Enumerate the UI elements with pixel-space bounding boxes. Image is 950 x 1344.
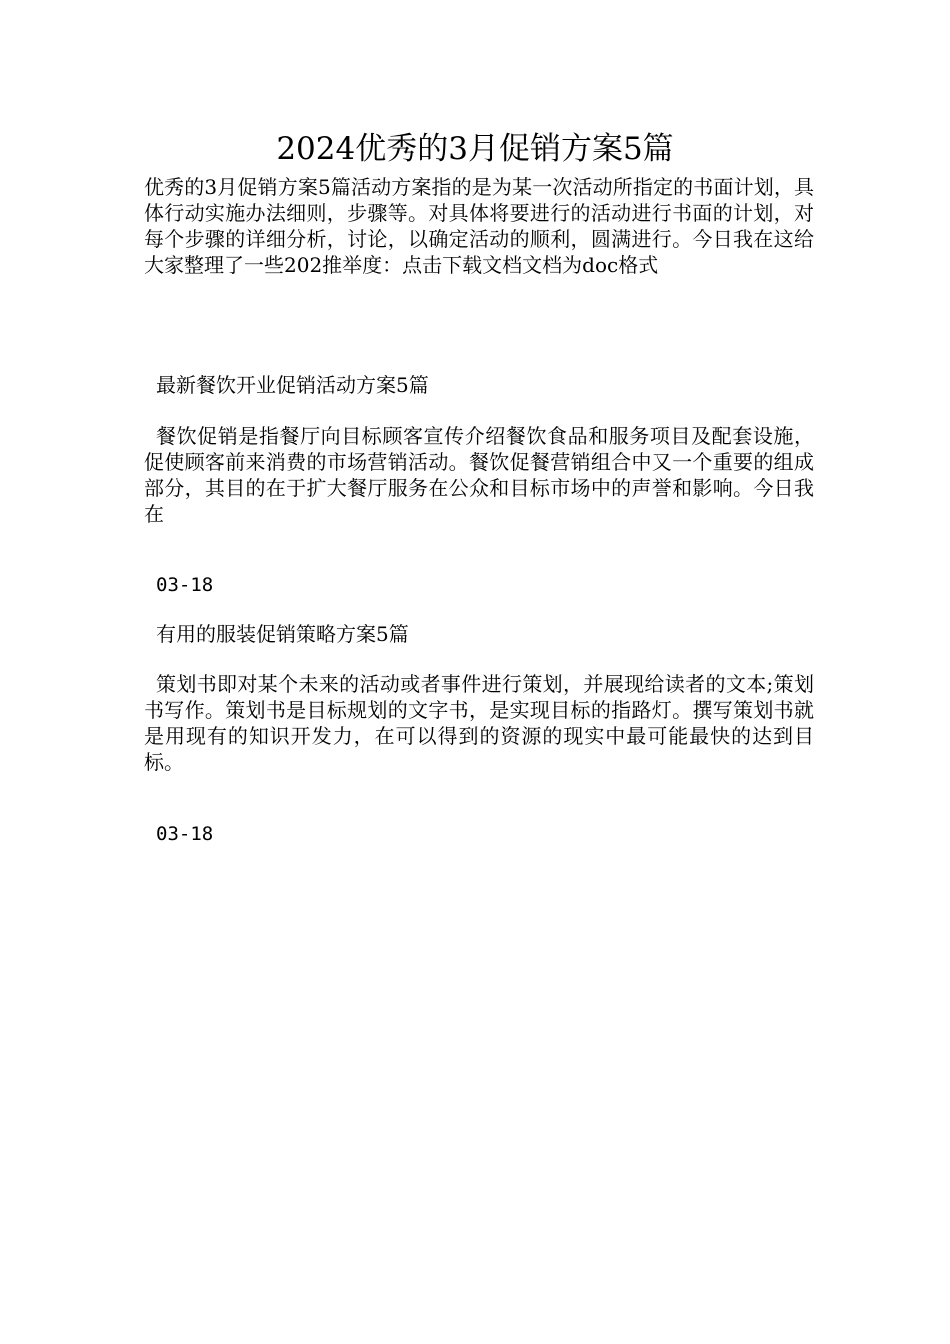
document-title: 2024优秀的3月促销方案5篇 [276,131,674,167]
article-title[interactable]: 有用的服装促销策略方案5篇 [156,622,409,646]
article-date: 03-18 [156,823,214,845]
article-summary: 餐饮促销是指餐厅向目标顾客宣传介绍餐饮食品和服务项目及配套设施，促使顾客前来消费的市场营销活动。餐饮促餐营销组合中又一个重要的组成部分，其目的在于扩大餐厅服务在公众和目标市场中的声誉和影响。今日我在 [144,424,814,526]
article-date: 03-18 [156,574,214,596]
article-title[interactable]: 最新餐饮开业促销活动方案5篇 [156,373,429,397]
article-summary: 策划书即对某个未来的活动或者事件进行策划，并展现给读者的文本;策划书写作。策划书是目标规划的文字书，是实现目标的指路灯。撰写策划书就是用现有的知识开发力，在可以得到的资源的现实中最可能最快的达到目标。 [144,672,814,774]
intro-paragraph: 优秀的3月促销方案5篇活动方案指的是为某一次活动所指定的书面计划，具体行动实施办法细则，步骤等。对具体将要进行的活动进行书面的计划，对每个步骤的详细分析，讨论，以确定活动的顺利，圆满进行。今日我在这给大家整理了一些202推举度：点击下载文档文档为doc格式 [144,175,814,277]
